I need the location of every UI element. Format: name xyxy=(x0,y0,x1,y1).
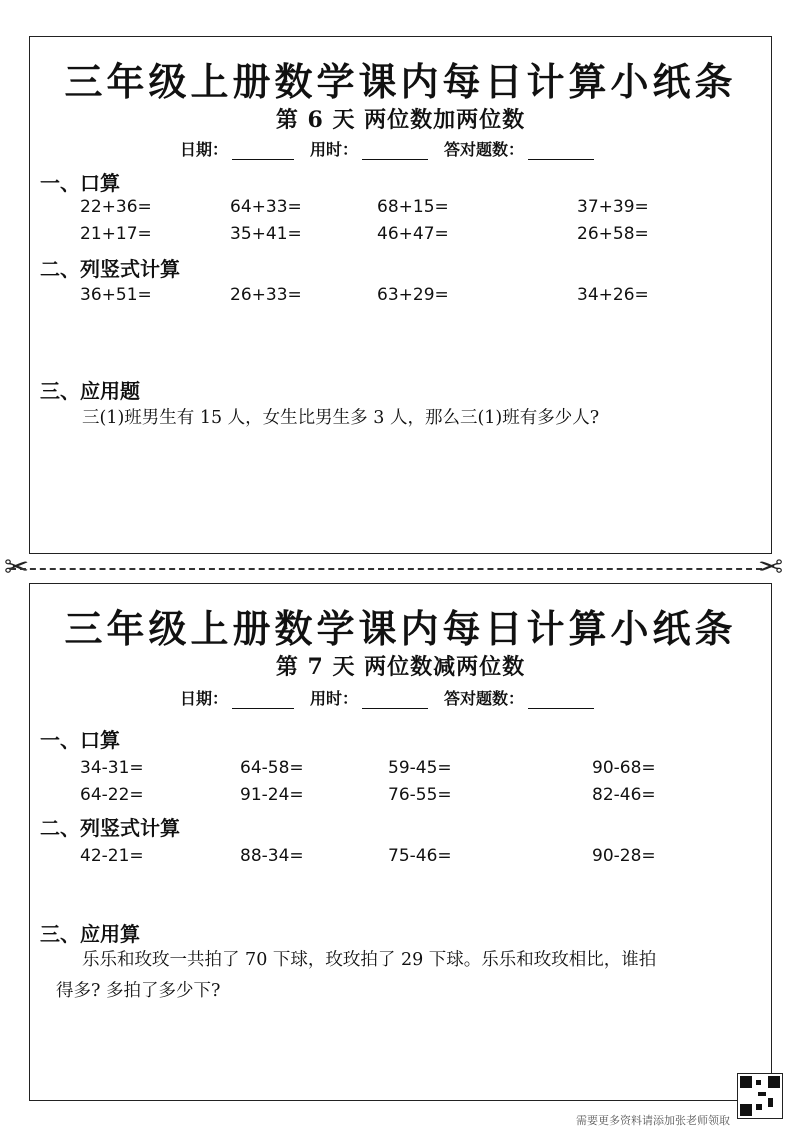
oral-problem: 64-58= xyxy=(240,758,304,778)
oral-problem: 64+33= xyxy=(230,197,302,217)
oral-problem: 22+36= xyxy=(80,197,152,217)
time-blank xyxy=(362,143,428,160)
section-word-problem: 三、应用算 xyxy=(40,922,140,946)
vertical-problem: 26+33= xyxy=(230,285,302,305)
correct-count-label: 答对题数： xyxy=(444,140,525,159)
info-row xyxy=(180,686,594,709)
oral-problem: 26+58= xyxy=(577,224,649,244)
oral-problem: 59-45= xyxy=(388,758,452,778)
vertical-problem: 75-46= xyxy=(388,846,452,866)
oral-problem: 37+39= xyxy=(577,197,649,217)
oral-problem: 82-46= xyxy=(592,785,656,805)
correct-count-blank xyxy=(528,692,594,709)
section-vertical-calc: 二、列竖式计算 xyxy=(40,257,180,281)
word-problem-text-line2: 得多? 多拍了多少下? xyxy=(56,981,221,1001)
time-label: 用时： xyxy=(310,689,359,708)
oral-problem: 35+41= xyxy=(230,224,302,244)
worksheet-title: 三年级上册数学课内每日计算小纸条 xyxy=(64,607,737,651)
worksheet-day-6 xyxy=(29,36,772,554)
section-oral-calc: 一、口算 xyxy=(40,171,120,195)
date-label: 日期： xyxy=(180,689,229,708)
vertical-problem: 90-28= xyxy=(592,846,656,866)
word-problem-text-line1: 乐乐和玫玫一共拍了 70 下球，玫玫拍了 29 下球。乐乐和玫玫相比，谁拍 xyxy=(82,950,657,970)
vertical-problem: 34+26= xyxy=(577,285,649,305)
time-label: 用时： xyxy=(310,140,359,159)
worksheet-day-7 xyxy=(29,583,772,1101)
oral-problem: 76-55= xyxy=(388,785,452,805)
info-row xyxy=(180,137,594,160)
section-word-problem: 三、应用题 xyxy=(40,379,140,403)
oral-problem: 34-31= xyxy=(80,758,144,778)
oral-problem: 68+15= xyxy=(377,197,449,217)
vertical-problem: 36+51= xyxy=(80,285,152,305)
worksheet-title: 三年级上册数学课内每日计算小纸条 xyxy=(64,60,737,104)
scissors-icon: ✂ xyxy=(758,550,784,585)
oral-problem: 46+47= xyxy=(377,224,449,244)
date-blank xyxy=(232,692,294,709)
correct-count-label: 答对题数： xyxy=(444,689,525,708)
scissors-icon: ✂ xyxy=(4,550,30,585)
qr-code-icon xyxy=(737,1073,783,1119)
vertical-problem: 88-34= xyxy=(240,846,304,866)
vertical-problem: 63+29= xyxy=(377,285,449,305)
worksheet-subtitle: 第 7 天 两位数减两位数 xyxy=(275,654,526,680)
correct-count-blank xyxy=(528,143,594,160)
section-vertical-calc: 二、列竖式计算 xyxy=(40,816,180,840)
date-blank xyxy=(232,143,294,160)
time-blank xyxy=(362,692,428,709)
oral-problem: 64-22= xyxy=(80,785,144,805)
section-oral-calc: 一、口算 xyxy=(40,728,120,752)
worksheet-subtitle: 第 6 天 两位数加两位数 xyxy=(275,107,526,133)
footer-note: 需要更多资料请添加张老师领取 xyxy=(576,1114,730,1127)
date-label: 日期： xyxy=(180,140,229,159)
oral-problem: 90-68= xyxy=(592,758,656,778)
cut-line xyxy=(10,568,762,570)
oral-problem: 91-24= xyxy=(240,785,304,805)
vertical-problem: 42-21= xyxy=(80,846,144,866)
word-problem-text: 三(1)班男生有 15 人，女生比男生多 3 人，那么三(1)班有多少人? xyxy=(82,408,600,428)
oral-problem: 21+17= xyxy=(80,224,152,244)
